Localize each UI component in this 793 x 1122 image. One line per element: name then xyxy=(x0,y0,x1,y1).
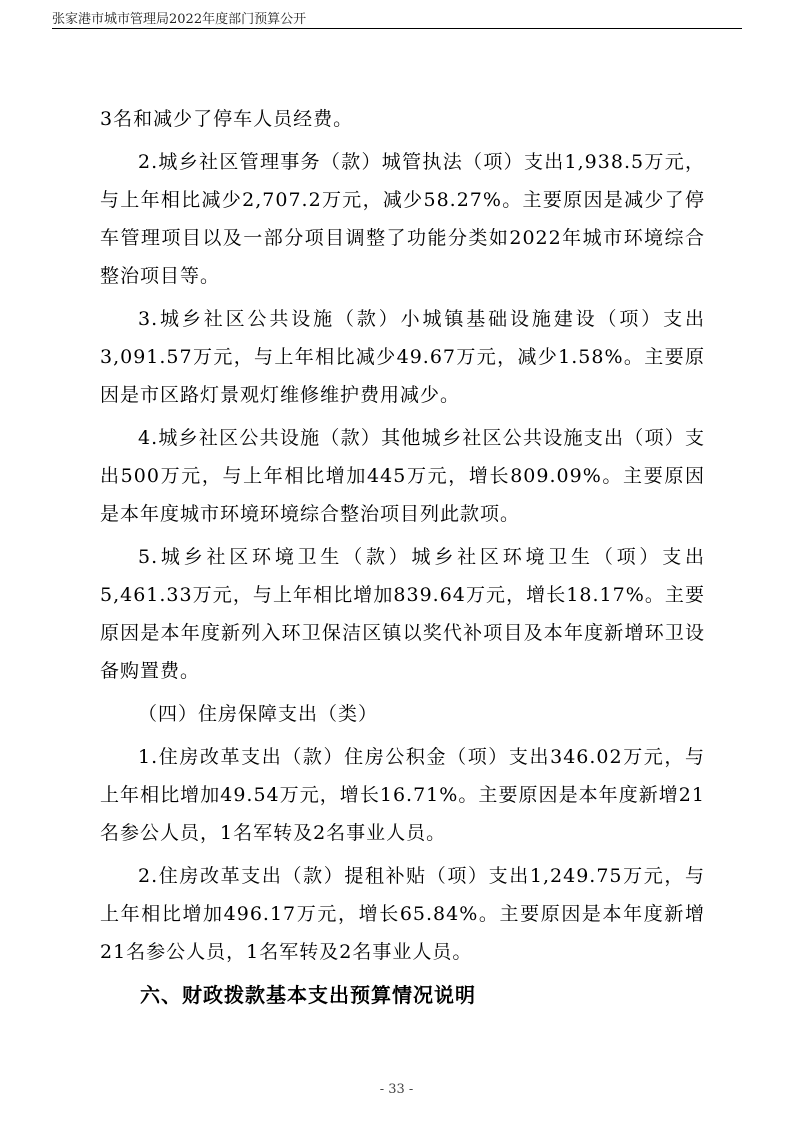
paragraph-urban-management: 2.城乡社区管理事务（款）城管执法（项）支出1,938.5万元，与上年相比减少2,707.2万元，减少58.27%。主要原因是减少了停车管理项目以及一部分项目调整了功能分类如2022年城市环境综合整治项目等。 xyxy=(100,151,705,287)
paragraph-housing-provident-fund: 1.住房改革支出（款）住房公积金（项）支出346.02万元，与上年相比增加49.54万元，增长16.71%。主要原因是本年度新增21名参公人员，1名军转及2名事业人员。 xyxy=(100,746,705,844)
section-heading: 六、财政拨款基本支出预算情况说明 xyxy=(140,983,476,1007)
page-header: 张家港市城市管理局2022年度部门预算公开 xyxy=(52,12,307,27)
page-number: - 33 - xyxy=(379,1082,414,1097)
paragraph-rent-subsidy: 2.住房改革支出（款）提租补贴（项）支出1,249.75万元，与上年相比增加496.17万元，增长65.84%。主要原因是本年度新增21名参公人员，1名军转及2名事业人员。 xyxy=(100,865,705,963)
paragraph-environmental-sanitation: 5.城乡社区环境卫生（款）城乡社区环境卫生（项）支出5,461.33万元，与上年相比增加839.64万元，增长18.17%。主要原因是本年度新列入环卫保洁区镇以奖代补项目及本年度新增环卫设备购置费。 xyxy=(100,546,705,682)
document-body xyxy=(100,100,705,1014)
paragraph-small-town-infrastructure: 3.城乡社区公共设施（款）小城镇基础设施建设（项）支出3,091.57万元，与上年相比减少49.67万元，减少1.58%。主要原因是市区路灯景观灯维修维护费用减少。 xyxy=(100,308,705,406)
header-divider xyxy=(52,28,742,29)
subsection-housing-security: （四）住房保障支出（类） xyxy=(138,703,379,725)
paragraph-continuation: 3名和减少了停车人员经费。 xyxy=(100,108,354,130)
paragraph-other-public-facilities: 4.城乡社区公共设施（款）其他城乡社区公共设施支出（项）支出500万元，与上年相比增加445万元，增长809.09%。主要原因是本年度城市环境环境综合整治项目列此款项。 xyxy=(100,427,705,525)
